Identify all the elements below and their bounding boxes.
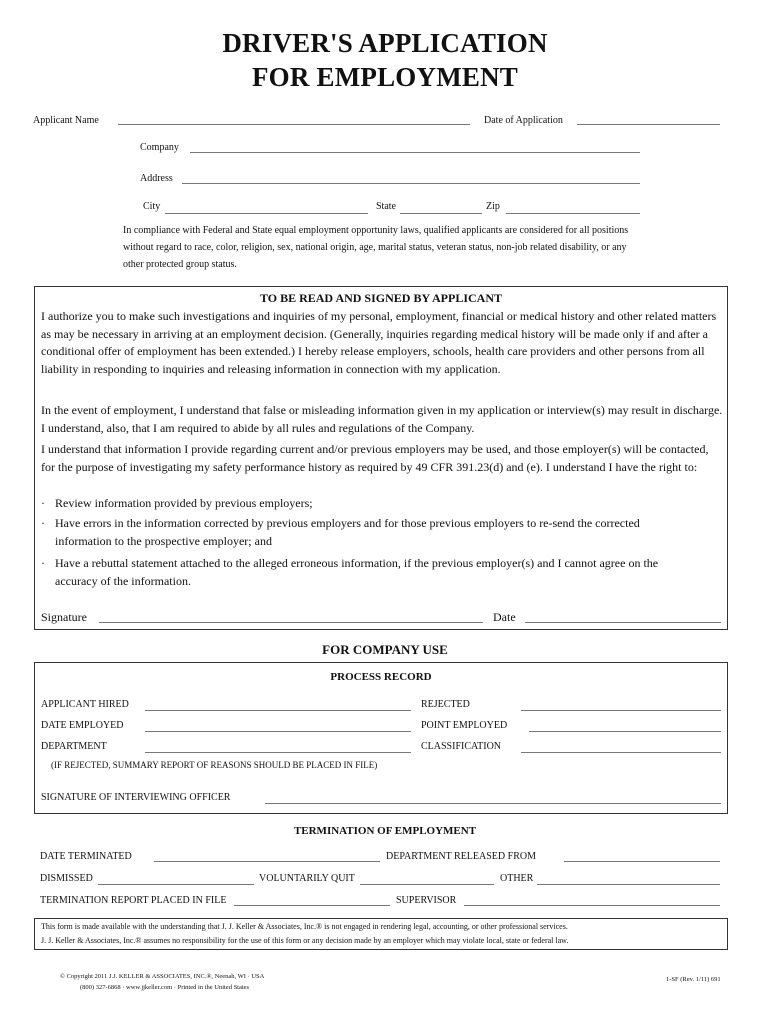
rejected-label: REJECTED [421, 699, 470, 710]
other-label: OTHER [500, 873, 534, 884]
signature-label: Signature [41, 610, 87, 624]
company-label: Company [140, 142, 179, 153]
classification-label: CLASSIFICATION [421, 741, 502, 752]
bullet-mark: · [41, 516, 45, 530]
form-number: 1-SF (Rev. 1/11) 691 [666, 976, 721, 983]
applicant-acknowledgement-box [34, 286, 728, 630]
bullet-mark: · [41, 496, 45, 510]
other-field[interactable] [537, 884, 720, 885]
state-field[interactable] [400, 213, 482, 214]
disclaimer-line2: J. J. Keller & Associates, Inc.® assumes no responsibility for the use of this form or any decision made by an employer which may violate local, state or federal law. [41, 936, 569, 945]
rejected-note: (IF REJECTED, SUMMARY REPORT OF REASONS SHOULD BE PLACED IN FILE) [51, 760, 378, 770]
city-label: City [143, 201, 161, 212]
voluntarily-quit-label: VOLUNTARILY QUIT [259, 873, 355, 884]
company-use-heading: FOR COMPANY USE [322, 642, 448, 657]
termination-report-field[interactable] [234, 905, 390, 906]
termination-report-label: TERMINATION REPORT PLACED IN FILE [40, 895, 227, 906]
interviewing-officer-signature-field[interactable] [265, 803, 721, 804]
process-record-heading: PROCESS RECORD [330, 671, 432, 683]
signature-date-field[interactable] [525, 622, 721, 623]
department-field[interactable] [145, 752, 411, 753]
employment-understanding-paragraph: In the event of employment, I understand that false or misleading information given in my application or interview(s) may result in discharge. I understand, also, that I am required to abide by all rules and regulations of the Company. [41, 403, 723, 435]
interviewing-officer-label: SIGNATURE OF INTERVIEWING OFFICER [41, 792, 231, 803]
date-of-application-field[interactable] [577, 124, 720, 125]
date-employed-field[interactable] [145, 731, 411, 732]
applicant-section-heading: TO BE READ AND SIGNED BY APPLICANT [259, 291, 503, 305]
right-correct-errors: Have errors in the information corrected by previous employers and for those previous employers to re-send the corrected information to the prospective employer; and [55, 516, 640, 548]
classification-field[interactable] [521, 752, 721, 753]
applicant-hired-field[interactable] [145, 710, 411, 711]
point-employed-label: POINT EMPLOYED [421, 720, 508, 731]
safety-history-paragraph: I understand that information I provide regarding current and/or previous employers may be used, and those employer(s) will be contacted, for the purpose of investigating my safety performance history as required by 49 CFR 391.23(d) and (e). I understand I have the right to: [41, 442, 709, 474]
copyright-notice: © Copyright 2011 J.J. KELLER & ASSOCIATES, INC.®, Neenah, WI · USA [60, 973, 265, 980]
department-label: DEPARTMENT [41, 741, 107, 752]
supervisor-label: SUPERVISOR [396, 895, 457, 906]
applicant-name-field[interactable] [118, 124, 470, 125]
applicant-name-label: Applicant Name [33, 115, 99, 126]
date-terminated-label: DATE TERMINATED [40, 851, 132, 862]
dismissed-field[interactable] [98, 884, 254, 885]
eeo-compliance-notice: In compliance with Federal and State equal employment opportunity laws, qualified applicants are considered for all positions without regard to race, color, religion, sex, national origin, age, marital status, veteran status, non-job related disability, or any other protected group status. [123, 225, 629, 270]
point-employed-field[interactable] [529, 731, 721, 732]
date-employed-label: DATE EMPLOYED [41, 720, 124, 731]
department-released-label: DEPARTMENT RELEASED FROM [386, 851, 536, 862]
publisher-contact: (800) 327-6868 · www.jjkeller.com · Printed in the United States [80, 984, 250, 991]
address-field[interactable] [182, 183, 640, 184]
voluntarily-quit-field[interactable] [360, 884, 494, 885]
state-label: State [376, 201, 396, 212]
address-label: Address [140, 173, 173, 184]
rejected-field[interactable] [521, 710, 721, 711]
process-record-box [34, 662, 728, 814]
zip-label: Zip [486, 201, 500, 212]
signature-date-label: Date [493, 610, 516, 624]
date-of-application-label: Date of Application [484, 115, 563, 126]
applicant-signature-field[interactable] [99, 622, 483, 623]
city-field[interactable] [165, 213, 368, 214]
supervisor-field[interactable] [464, 905, 720, 906]
right-review-info: Review information provided by previous employers; [55, 496, 313, 510]
form-title-line1: DRIVER'S APPLICATION [222, 28, 548, 58]
date-terminated-field[interactable] [154, 861, 380, 862]
disclaimer-box [34, 918, 728, 950]
zip-field[interactable] [506, 213, 640, 214]
authorization-paragraph: I authorize you to make such investigations and inquiries of my personal, employment, financial or medical history and other related matters as may be necessary in arriving at an employment decision. (Generally, inquiries regarding medical history will be made only if and after a conditional offer of employment has been extended.) I hereby release employers, schools, health care providers and other persons from all liability in responding to inquiries and releasing information in connection with my application. [41, 309, 717, 376]
right-rebuttal: Have a rebuttal statement attached to the alleged erroneous information, if the previous employer(s) and I cannot agree on the accuracy of the information. [55, 556, 659, 588]
termination-heading: TERMINATION OF EMPLOYMENT [293, 825, 477, 837]
dismissed-label: DISMISSED [40, 873, 93, 884]
disclaimer-line1: This form is made available with the understanding that J. J. Keller & Associates, Inc.® is not engaged in rendering legal, accounting, or other professional services. [41, 922, 568, 931]
form-title-line2: FOR EMPLOYMENT [251, 62, 519, 92]
bullet-mark: · [41, 556, 45, 570]
company-field[interactable] [190, 152, 640, 153]
department-released-field[interactable] [564, 861, 720, 862]
applicant-hired-label: APPLICANT HIRED [41, 699, 129, 710]
